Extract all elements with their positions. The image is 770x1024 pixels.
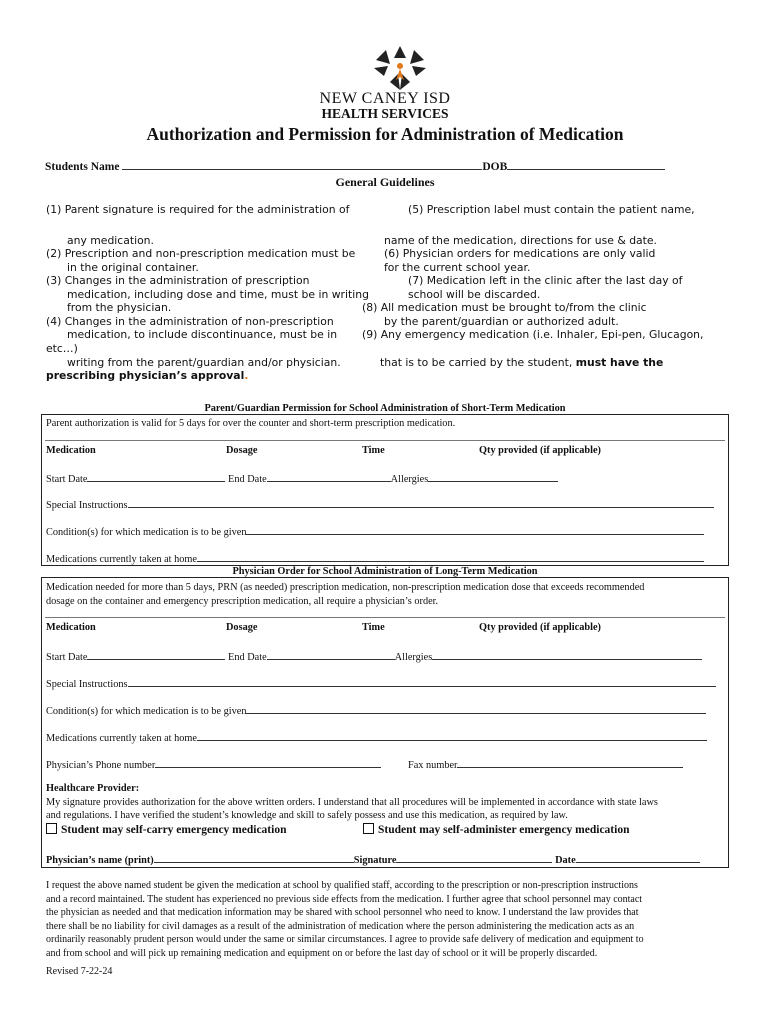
self-administer-checkbox[interactable] [363,823,374,834]
guideline-line: (3) Changes in the administration of prescription [46,274,310,287]
dob-field[interactable] [507,159,665,170]
condition-label: Condition(s) for which medication is to be given [46,706,247,717]
guideline-line [46,369,248,382]
guidelines-heading: General Guidelines [335,175,435,189]
allergies-field[interactable] [428,471,558,482]
col-dosage: Dosage [226,445,258,456]
col-medication: Medication [46,445,96,456]
guideline-line: medication, including dose and time, must be in writing [67,288,369,301]
divider [45,617,725,618]
consent-line: I request the above named student be given the medication at school by qualified staff, according to the prescription or non-prescription instructions [46,880,638,891]
col-qty: Qty provided (if applicable) [479,622,601,633]
self-carry-label: Student may self-carry emergency medication [61,824,287,836]
short-term-box [41,414,729,566]
self-carry-option[interactable] [46,823,286,836]
guideline-period: . [244,369,249,382]
guideline-line: (4) Changes in the administration of non-prescription [46,315,334,328]
guideline-line: for the current school year. [384,261,531,274]
guideline-emphasis: must have the [575,356,664,369]
provider-heading: Healthcare Provider: [46,783,140,794]
long-term-note: dosage on the container and emergency prescription medication, all require a physician’s order. [46,596,439,607]
self-administer-option[interactable] [363,823,629,836]
guideline-line: from the physician. [67,301,172,314]
condition-row [46,524,704,538]
signature-field[interactable] [396,852,552,863]
dept-name: HEALTH SERVICES [321,106,449,121]
consent-line: ordinarily reasonably prudent person would under the same or similar circumstances. I agree to provide safe delivery of medication and equipment to [46,934,644,945]
guideline-line: (2) Prescription and non-prescription medication must be [46,247,356,260]
guideline-line: (6) Physician orders for medications are only valid [384,247,656,260]
end-date-label: End Date [228,652,267,663]
student-name-field[interactable] [122,159,482,170]
divider [45,440,725,441]
phone-row [46,757,381,771]
guideline-line: (1) Parent signature is required for the administration of [46,203,350,216]
physician-signature-row [46,852,700,866]
condition-label: Condition(s) for which medication is to be given [46,527,247,538]
revised-date: Revised 7-22-24 [46,966,113,977]
special-row [46,497,714,511]
consent-line: and from school and will pick up remaining medication and equipment on or before the last day of school or it will be properly discarded. [46,948,598,959]
phone-field[interactable] [155,757,381,768]
long-term-title: Physician Order for School Administration of Long-Term Medication [232,566,538,577]
new-caney-isd-logo [354,44,446,92]
allergies-label: Allergies [394,652,433,663]
allergies-field[interactable] [432,649,702,660]
col-time: Time [362,622,385,633]
short-term-title: Parent/Guardian Permission for School Administration of Short-Term Medication [204,403,566,414]
guideline-line: any medication. [67,234,154,247]
guideline-line: etc…) [46,342,78,355]
allergies-label: Allergies [390,474,429,485]
condition-row [46,703,706,717]
current-meds-label: Medications currently taken at home [46,554,197,565]
provider-text: My signature provides authorization for the above written orders. I understand that all procedures will be implemented in accordance with state laws [46,797,658,808]
guideline-line: (9) Any emergency medication (i.e. Inhaler, Epi-pen, Glucagon, [362,328,704,341]
dates-row [46,471,558,485]
special-field[interactable] [128,676,716,687]
guideline-line: name of the medication, directions for use & date. [384,234,657,247]
physician-name-field[interactable] [154,852,354,863]
guideline-line: medication, to include discontinuance, must be in [67,328,338,341]
fax-row [408,757,683,771]
guideline-line [380,356,663,369]
student-name-label: Students Name [45,161,120,173]
col-medication: Medication [46,622,96,633]
current-meds-field[interactable] [197,730,707,741]
current-meds-field[interactable] [197,551,704,562]
dob-label: DOB [482,161,508,173]
guideline-line: in the original container. [67,261,199,274]
guideline-line: (7) Medication left in the clinic after the last day of [408,274,683,287]
end-date-field[interactable] [267,471,391,482]
physician-name-label: Physician’s name (print) [46,855,154,866]
short-term-note: Parent authorization is valid for 5 days for over the counter and short-term prescription medication. [46,418,456,429]
guideline-line: writing from the parent/guardian and/or physician. [67,356,341,369]
start-date-label: Start Date [46,474,88,485]
condition-field[interactable] [246,524,704,535]
fax-field[interactable] [457,757,683,768]
phone-label: Physician’s Phone number [46,760,156,771]
consent-line: there shall be no liability for civil damages as a result of the administration of medication where the person administering the medication acts as an [46,921,635,932]
special-label: Special Instructions [46,679,128,690]
current-meds-row [46,551,704,565]
col-qty: Qty provided (if applicable) [479,445,601,456]
guideline-emphasis: prescribing physician’s approval [46,369,245,382]
special-label: Special Instructions [46,500,128,511]
start-date-field[interactable] [87,649,225,660]
fax-label: Fax number [408,760,458,771]
guideline-line: by the parent/guardian or authorized adult. [384,315,619,328]
student-row [45,159,665,173]
end-date-field[interactable] [267,649,395,660]
date-field[interactable] [576,852,700,863]
current-meds-label: Medications currently taken at home [46,733,197,744]
special-field[interactable] [128,497,714,508]
consent-line: the physician as needed and that medication information may be shared with school personnel who need to know. I understand the law provides that [46,907,639,918]
date-label: Date [555,855,576,866]
self-administer-label: Student may self-administer emergency medication [378,824,630,836]
self-carry-checkbox[interactable] [46,823,57,834]
condition-field[interactable] [246,703,706,714]
col-dosage: Dosage [226,622,258,633]
page-title: Authorization and Permission for Administration of Medication [146,124,624,144]
dates-row [46,649,702,663]
guideline-line: (8) All medication must be brought to/from the clinic [362,301,647,314]
end-date-label: End Date [228,474,267,485]
current-meds-row [46,730,707,744]
guideline-line: school will be discarded. [408,288,541,301]
org-name: NEW CANEY ISD [319,90,451,107]
col-time: Time [362,445,385,456]
provider-text: and regulations. I have verified the student’s knowledge and skill to safely possess and use this medication, as required by law. [46,810,568,821]
guideline-text: that is to be carried by the student, [380,356,573,369]
guideline-line: (5) Prescription label must contain the patient name, [408,203,695,216]
consent-line: and a record maintained. The student has experienced no previous side effects from the medication. I further agree that school personnel may contact [46,894,643,905]
long-term-note: Medication needed for more than 5 days, PRN (as needed) prescription medication, non-prescription medication dose that exceeds recommended [46,582,645,593]
signature-label: Signature [353,855,397,866]
special-row [46,676,716,690]
start-date-label: Start Date [46,652,88,663]
start-date-field[interactable] [87,471,225,482]
